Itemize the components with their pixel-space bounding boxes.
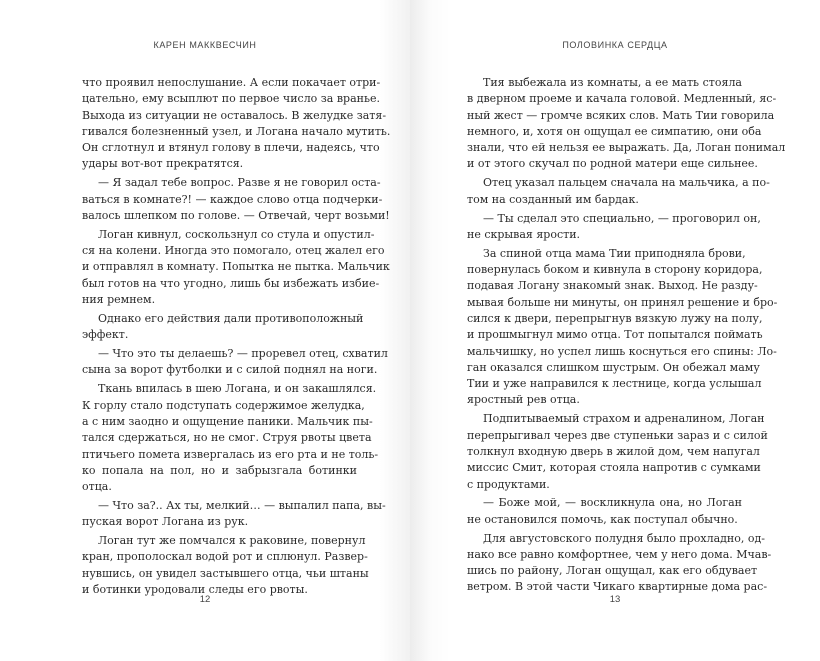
text-line: Логан кивнул, соскользнул со стула и опустил- xyxy=(98,227,375,241)
text-line: и прошмыгнул мимо отца. Тот попытался поймать xyxy=(467,328,763,342)
text-line: цательно, ему всыплют по первое число за вранье. xyxy=(82,92,380,106)
paragraph xyxy=(82,227,390,308)
text-line: ся на колени. Иногда это помогало, отец жалел его xyxy=(82,244,385,258)
text-line: Отец указал пальцем сначала на мальчика, а по- xyxy=(483,176,770,190)
text-line: Логан тут же помчался к раковине, повернул xyxy=(98,534,366,548)
paragraph xyxy=(82,311,364,344)
text-line: ветром. В этой части Чикаго квартирные дома рас- xyxy=(467,580,768,594)
text-line: валось шлепком по голове. — Отвечай, черт возьми! xyxy=(82,208,390,222)
text-line: — Я задал тебе вопрос. Разве я не говорил оста- xyxy=(98,176,381,190)
text-line: шись по району, Логан ощущал, как его обдувает xyxy=(467,564,758,578)
paragraph xyxy=(467,531,772,596)
text-line: мывая больше ни минуты, он принял решение и бро- xyxy=(467,295,778,309)
text-line: знали, что ей нельзя ее выражать. Да, Логан понимал xyxy=(467,141,786,155)
body-text xyxy=(82,75,391,601)
paragraph xyxy=(467,246,778,409)
text-line: яростный рев отца. xyxy=(467,393,580,407)
text-line: эффект. xyxy=(82,328,129,342)
text-line: Ткань впилась в шею Логана, и он закашлялся. xyxy=(98,382,377,396)
text-line: не скрывая ярости. xyxy=(467,227,581,241)
text-line: с продуктами. xyxy=(467,477,550,491)
text-line: Он сглотнул и втянул голову в плечи, надеясь, что xyxy=(82,141,380,155)
text-line: гивался болезненный узел, и Логана начало мутить. xyxy=(82,124,391,138)
text-line: Однако его действия дали противоположный xyxy=(98,311,364,325)
paragraph xyxy=(82,75,391,173)
paragraph xyxy=(467,211,761,244)
text-line: — Ты сделал это специально, — проговорил он, xyxy=(483,211,761,225)
text-line: в дверном проеме и качала головой. Медленный, яс- xyxy=(467,92,777,106)
text-line: и ботинки уродовали следы его рвоты. xyxy=(82,583,308,597)
text-line: миссис Смит, которая стояла напротив с сумками xyxy=(467,461,761,475)
text-line: а с ним заодно и ощущение паники. Мальчик пы- xyxy=(82,414,373,428)
paragraph xyxy=(467,75,786,173)
paragraph xyxy=(82,533,369,598)
right-page xyxy=(410,0,820,661)
text-line: За спиной отца мама Тии приподняла брови, xyxy=(483,246,746,260)
paragraph xyxy=(82,346,388,379)
text-line: был готов на что угодно, лишь бы избежать избие- xyxy=(82,276,380,290)
paragraph xyxy=(467,495,742,528)
text-line: ния ремнем. xyxy=(82,293,156,307)
running-head-author: КАРЕН МАККВЕСЧИН xyxy=(153,40,257,50)
text-line: не остановился помочь, как поступал обычно. xyxy=(467,512,738,526)
text-line: — Боже мой, — воскликнула она, но Логан xyxy=(483,496,742,510)
text-line: — Что это ты делаешь? — проревел отец, схватил xyxy=(98,347,388,361)
text-line: сына за ворот футболки и с силой поднял на ноги. xyxy=(82,363,378,377)
paragraph xyxy=(82,498,386,531)
text-line: нако все равно комфортнее, чем у него дома. Мчав- xyxy=(467,547,772,561)
text-line: Для августовского полудня было прохладно, од- xyxy=(483,531,765,545)
text-line: удары вот-вот прекратятся. xyxy=(82,157,244,171)
text-line: отца. xyxy=(82,480,112,494)
page-number: 12 xyxy=(199,594,211,605)
paragraph xyxy=(82,175,390,224)
text-line: нувшись, он увидел застывшего отца, чьи штаны xyxy=(82,566,369,580)
paragraph xyxy=(467,411,768,492)
text-line: пуская ворот Логана из рук. xyxy=(82,515,249,529)
text-line: немного, и, хотя он ощущал ее симпатию, они оба xyxy=(467,124,762,138)
running-head-title: ПОЛОВИНКА СЕРДЦА xyxy=(562,40,668,50)
paragraph xyxy=(82,381,379,495)
text-line: ко попала на пол, но и забрызгала ботинки xyxy=(82,463,357,477)
text-line: ный жест — громче всяких слов. Мать Тии говорила xyxy=(467,108,775,122)
text-line: толкнул входную дверь в жилой дом, чем напугал xyxy=(467,444,760,458)
text-line: кран, прополоскал водой рот и сплюнул. Развер- xyxy=(82,550,368,564)
text-line: — Что за?.. Ах ты, мелкий… — выпалил папа, вы- xyxy=(98,498,386,512)
text-line: Тия выбежала из комнаты, а ее мать стояла xyxy=(483,76,742,89)
text-line: птичьего помета извергалась из его рта и не толь- xyxy=(82,447,379,461)
text-line: том на созданный им бардак. xyxy=(467,192,639,206)
text-line: и отправлял в комнату. Попытка не пытка. Мальчик xyxy=(82,260,390,274)
text-line: К горлу стало подступать содержимое желудка, xyxy=(82,398,365,412)
text-line: ган оказался слишком шустрым. Он обежал маму xyxy=(467,360,760,374)
text-line: и от этого скучал по родной матери еще сильнее. xyxy=(467,157,758,171)
text-line: ваться в комнате?! — каждое слово отца подчерки- xyxy=(82,192,383,206)
page-number: 13 xyxy=(609,594,621,605)
text-line: повернулась боком и кивнула в сторону коридора, xyxy=(467,263,763,277)
text-line: что проявил непослушание. А если покачает отри- xyxy=(82,76,381,89)
text-line: Подпитываемый страхом и адреналином, Логан xyxy=(483,412,765,426)
text-line: перепрыгивал через две ступеньки зараз и с силой xyxy=(467,428,768,442)
text-line: подавая Логану знакомый знак. Выход. Не разду- xyxy=(467,279,758,293)
text-line: Тии и уже направился к лестнице, когда услышал xyxy=(467,377,762,391)
text-line: Выхода из ситуации не оставалось. В желудке затя- xyxy=(82,108,387,122)
text-line: тался сдержаться, но не смог. Струя рвоты цвета xyxy=(82,431,372,445)
paragraph xyxy=(467,175,770,208)
text-line: сился к двери, перепрыгнув вязкую лужу на полу, xyxy=(467,311,763,325)
text-line: мальчишку, но успел лишь коснуться его спины: Ло- xyxy=(467,344,777,358)
body-text xyxy=(467,75,786,598)
